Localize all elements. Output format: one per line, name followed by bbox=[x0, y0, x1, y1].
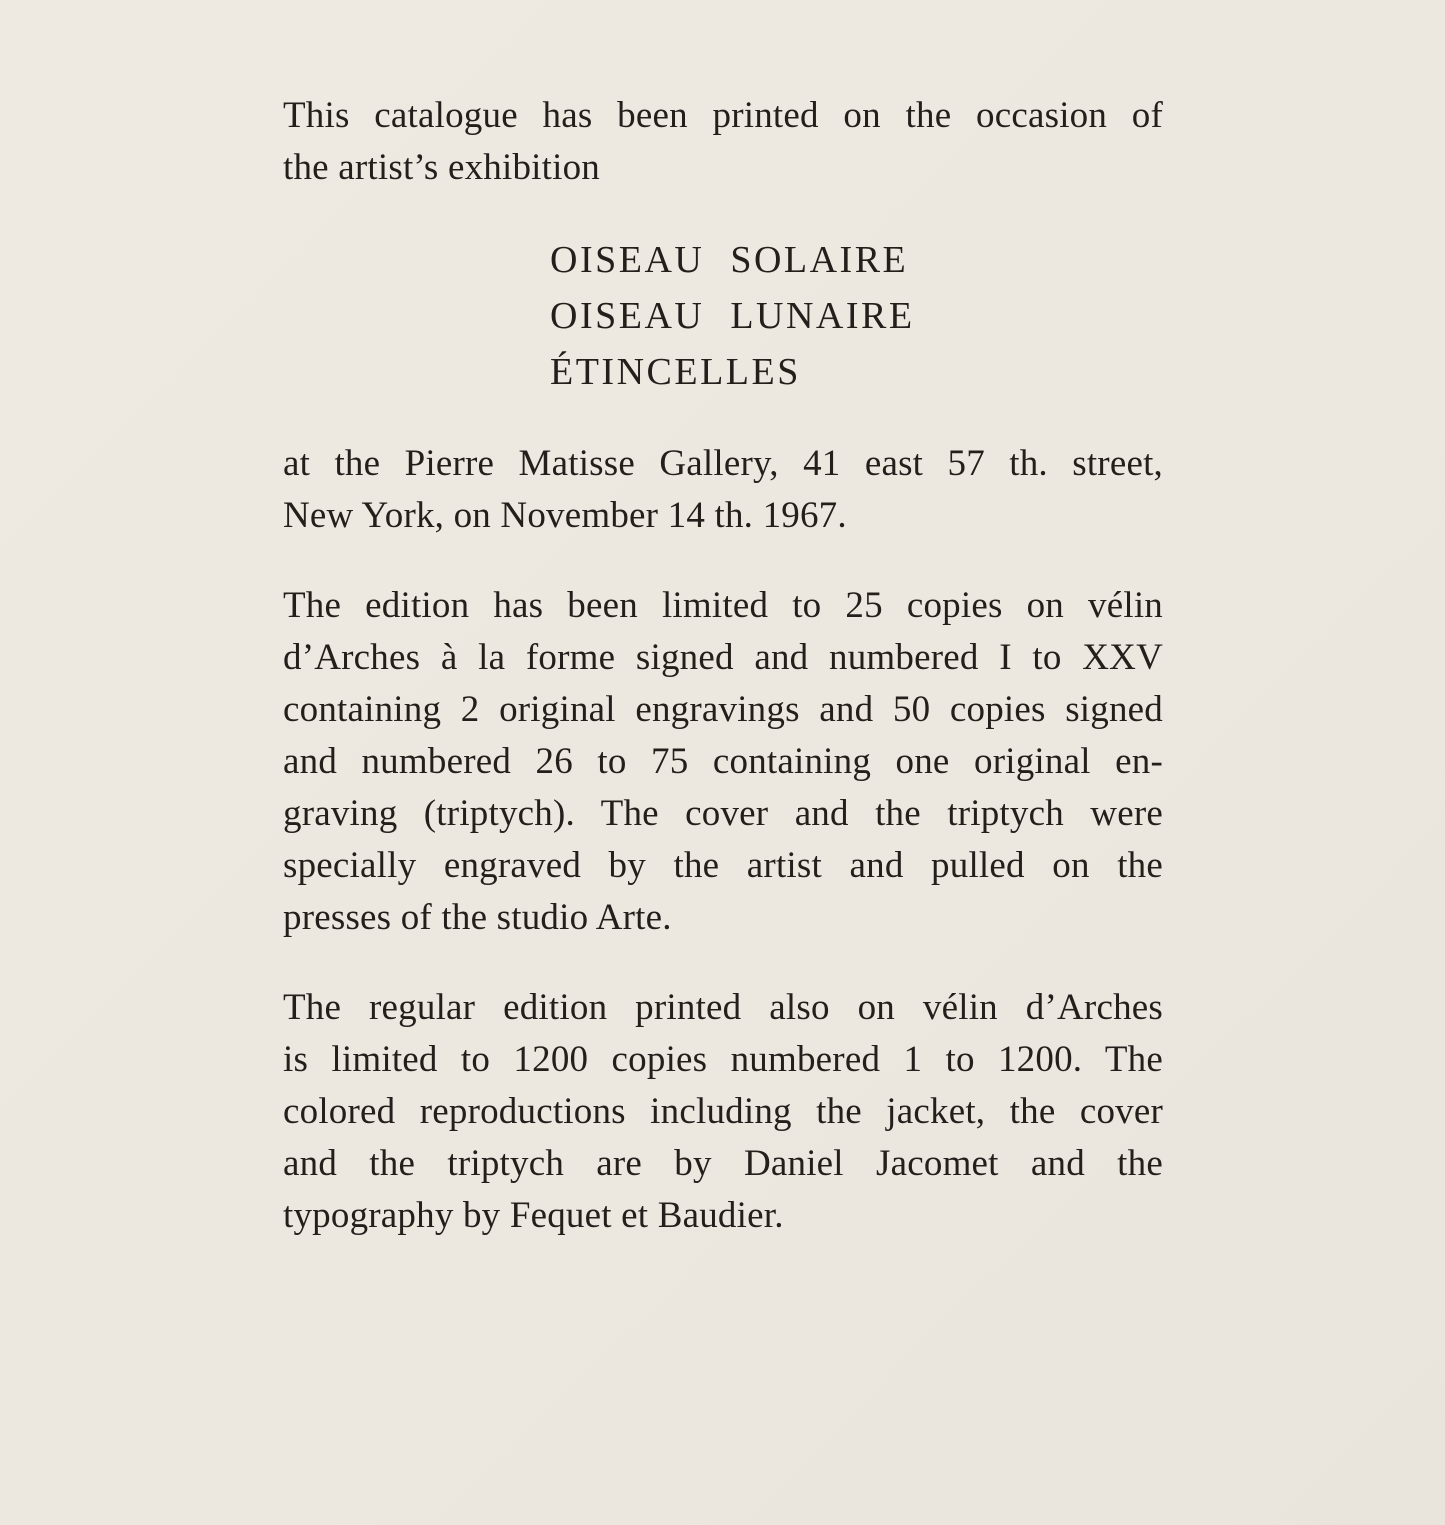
text-line: graving (triptych). The cover and the triptych were bbox=[283, 793, 1163, 834]
venue-paragraph bbox=[283, 438, 1163, 542]
title-etincelles: ÉTINCELLES bbox=[550, 351, 801, 393]
text-line: d’Arches à la forme signed and numbered I to XXV bbox=[283, 637, 1163, 678]
text-line: This catalogue has been printed on the occasion of bbox=[283, 95, 1163, 136]
edition-paragraph bbox=[283, 580, 1163, 944]
text-line: colored reproductions including the jacket, the cover bbox=[283, 1091, 1163, 1132]
regular-edition-paragraph bbox=[283, 982, 1163, 1242]
text-line: the artist’s exhibition bbox=[283, 147, 601, 188]
text-line: and the triptych are by Daniel Jacomet and the bbox=[283, 1143, 1163, 1184]
text-line: specially engraved by the artist and pulled on the bbox=[283, 845, 1163, 886]
exhibition-titles bbox=[283, 232, 1163, 400]
text-line: and numbered 26 to 75 containing one original en- bbox=[283, 741, 1163, 782]
text-line: The edition has been limited to 25 copies on vélin bbox=[283, 585, 1163, 626]
title-oiseau-solaire: OISEAU SOLAIRE bbox=[550, 239, 909, 281]
title-oiseau-lunaire: OISEAU LUNAIRE bbox=[550, 295, 915, 337]
text-line: The regular edition printed also on vélin d’Arches bbox=[283, 987, 1163, 1028]
colophon-text-block bbox=[283, 90, 1163, 1280]
text-line: presses of the studio Arte. bbox=[283, 897, 672, 938]
text-line: at the Pierre Matisse Gallery, 41 east 57 th. street, bbox=[283, 443, 1163, 484]
text-line: containing 2 original engravings and 50 copies signed bbox=[283, 689, 1163, 730]
text-line: is limited to 1200 copies numbered 1 to 1200. The bbox=[283, 1039, 1163, 1080]
intro-paragraph bbox=[283, 90, 1163, 194]
text-line: New York, on November 14 th. 1967. bbox=[283, 495, 847, 536]
text-line: typography by Fequet et Baudier. bbox=[283, 1195, 784, 1236]
